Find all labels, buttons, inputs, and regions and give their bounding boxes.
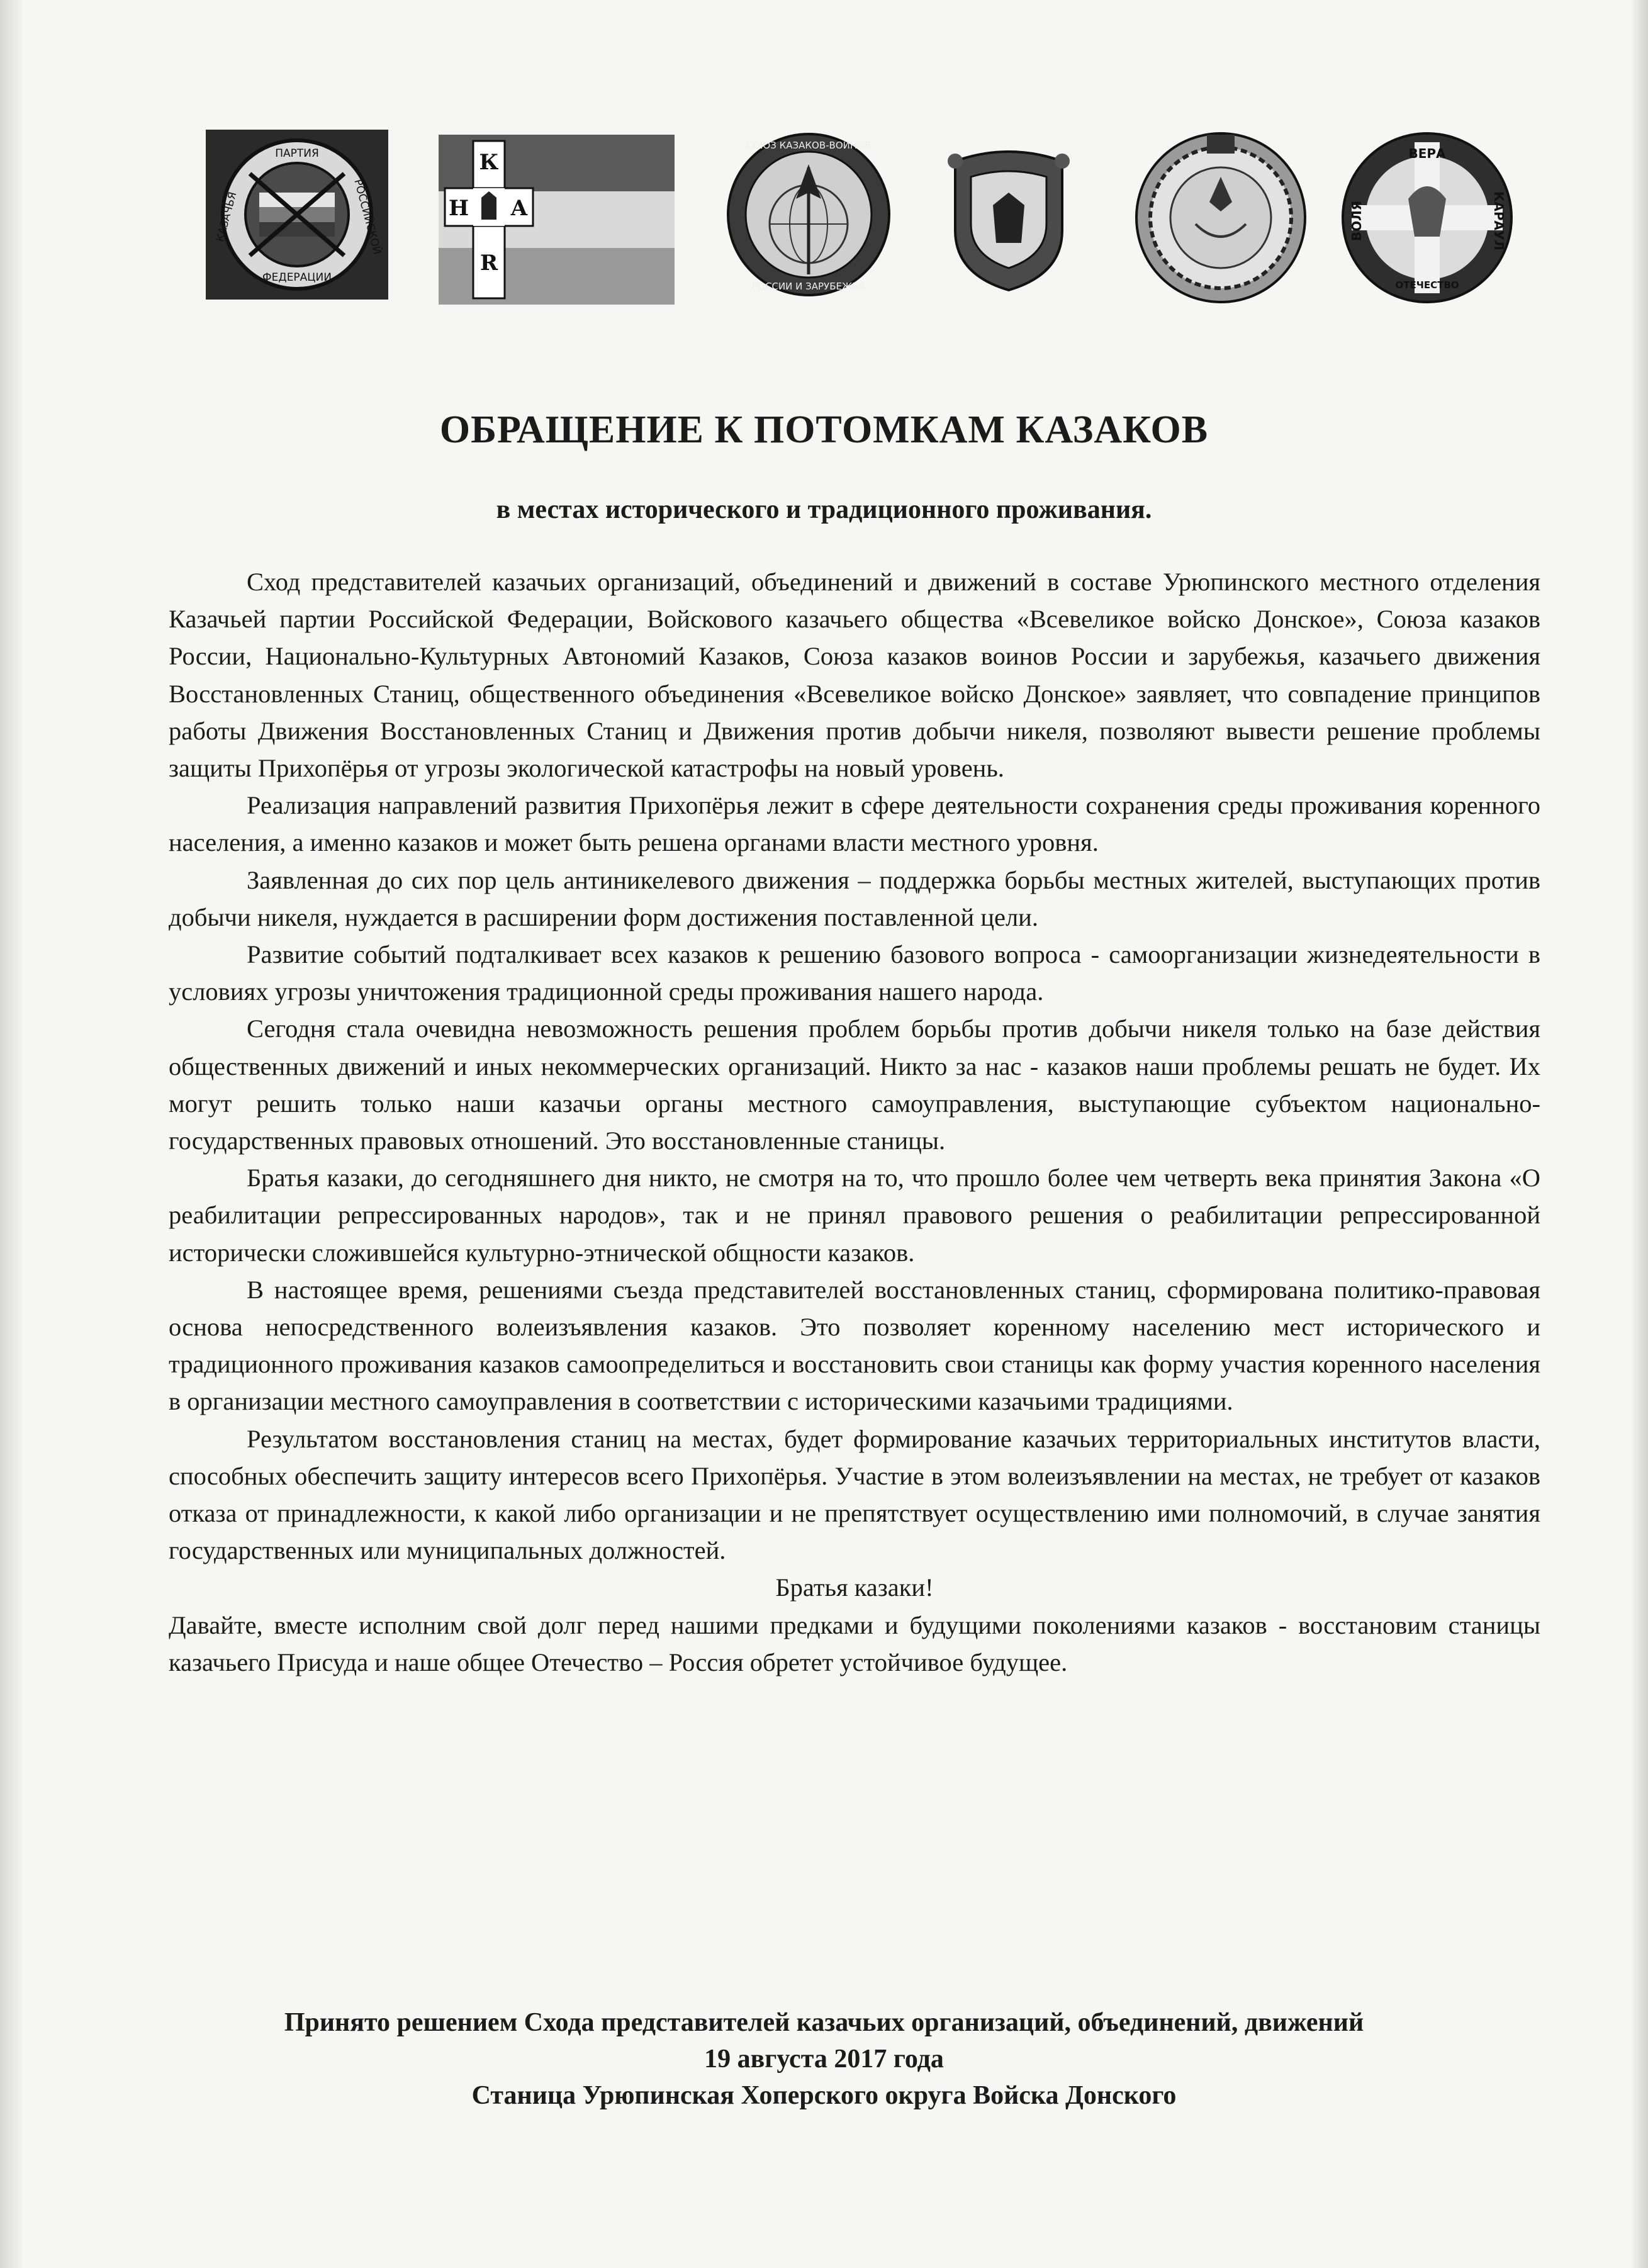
document-footer	[0, 2004, 1648, 2114]
paragraph: Заявленная до сих пор цель антиникелевого движения – поддержка борьбы местных жителей, выступающих против добычи никеля, нуждается в расширении форм достижения поставленной цели.	[169, 865, 1540, 931]
paragraph: Результатом восстановления станиц на местах, будет формирование казачьих территориальных институтов власти, способных обеспечить защиту интересов всего Прихопёрья. Участие в этом волеизъявлении на местах, не требует от казаков отказа от принадлежности, к какой либо организации и не препятствует осуществлению ими полномочий, в случае занятия государственных или муниципальных должностей.	[169, 1424, 1540, 1565]
don-army-coat-of-arms	[943, 149, 1075, 293]
emblems-row	[0, 130, 1648, 303]
emblem-text: РОССИИ И ЗАРУБЕЖЬЯ	[752, 281, 865, 292]
emblem-text: КАРАУЛ	[1491, 191, 1506, 250]
document-subtitle: в местах исторического и традиционного проживания.	[496, 495, 1152, 524]
emblem-text: РОССИЙСКОЙ	[351, 177, 384, 256]
flag-letter: К	[479, 150, 499, 175]
appeal-line: Братья казаки!	[775, 1573, 934, 1602]
paragraph: В настоящее время, решениями съезда представителей восстановленных станиц, сформирована политико-правовая основа непосредственного волеизъявления казаков. Это позволяет коренному населению мест исторического и традиционного проживания казаков самоопределиться и восстановить свои станицы как форму участия коренного населения в организации местного самоуправления в соответствии с историческими казачьими традициями.	[169, 1275, 1540, 1416]
emblem-text: СОЮЗ КАЗАКОВ-ВОИНОВ	[746, 140, 872, 151]
flag-emblem	[439, 135, 675, 305]
paragraph: Сегодня стала очевидна невозможность решения проблем борьбы против добычи никеля только на базе действия общественных движений и иных некоммерческих организаций. Никто за нас - казаков наши проблемы решать не будет. Их могут решить только наши казачьи органы местного самоуправления, выступающие субъектом национально-государственных правовых отношений. Это восстановленные станицы.	[169, 1014, 1540, 1155]
emblem-text: ПАРТИЯ	[275, 147, 319, 160]
emblem-text: ФЕДЕРАЦИИ	[262, 271, 332, 284]
footer-place: Станица Урюпинская Хоперского округа Войска Донского	[471, 2081, 1177, 2110]
cossack-party-emblem	[206, 130, 388, 300]
document-title: ОБРАЩЕНИЕ К ПОТОМКАМ КАЗАКОВ	[439, 408, 1209, 451]
union-of-cossack-warriors-emblem	[724, 130, 894, 300]
footer-date: 19 августа 2017 года	[704, 2045, 944, 2074]
paragraph: Развитие событий подталкивает всех казаков к решению базового вопроса - самоорганизации жизнедеятельности в условиях угрозы уничтожения традиционной среды проживания нашего народа.	[169, 940, 1540, 1006]
emblem-text: ВЕРА	[1408, 146, 1446, 161]
paragraph: Сход представителей казачьих организаций, объединений и движений в составе Урюпинского местного отделения Казачьей партии Российской Федерации, Войскового казачьего общества «Всевеликое войско Донское», Союза казаков России, Национально-Культурных Автономий Казаков, Союза казаков воинов России и зарубежья, казачьего движения Восстановленных Станиц, общественного объединения «Всевеликое войско Донское» заявляет, что совпадение принципов работы Движения Восстановленных Станиц и Движения против добычи никеля, позволяют вывести решение проблемы защиты Прихопёрья от угрозы экологической катастрофы на новый уровень.	[169, 568, 1540, 783]
flag-letter: Н	[448, 196, 469, 221]
document-body	[169, 563, 1540, 1681]
paragraph: Реализация направлений развития Прихопёрья лежит в сфере деятельности сохранения среды проживания коренного населения, а именно казаков и может быть решена органами власти местного уровня.	[169, 791, 1540, 857]
faith-freedom-emblem	[1336, 130, 1518, 306]
closing-paragraph: Давайте, вместе исполним свой долг перед нашими предками и будущими поколениями казаков - восстановим станицы казачьего Присуда и наше общее Отечество – Россия обретет устойчивое будущее.	[169, 1610, 1540, 1676]
paragraph: Братья казаки, до сегодняшнего дня никто, не смотря на то, что прошло более чем четверть века принятия Закона «О реабилитации репрессированных народов», так и не принял правового решения о реабилитации репрессированной исторически сложившейся культурно-этнической общности казаков.	[169, 1164, 1540, 1267]
emblem-text: ОТЕЧЕСТВО	[1395, 279, 1459, 291]
ornate-medallion-emblem	[1133, 130, 1309, 306]
scan-edge-right	[1632, 0, 1648, 2268]
footer-adopted-by: Принято решением Схода представителей казачьих организаций, объединений, движений	[284, 2008, 1364, 2037]
flag-letter: R	[479, 250, 498, 276]
scan-edge-left	[0, 0, 23, 2268]
emblem-text: КАЗАЧЬЯ	[213, 190, 240, 244]
emblem-text: ВОЛЯ	[1349, 200, 1364, 242]
flag-letter: А	[510, 196, 528, 221]
